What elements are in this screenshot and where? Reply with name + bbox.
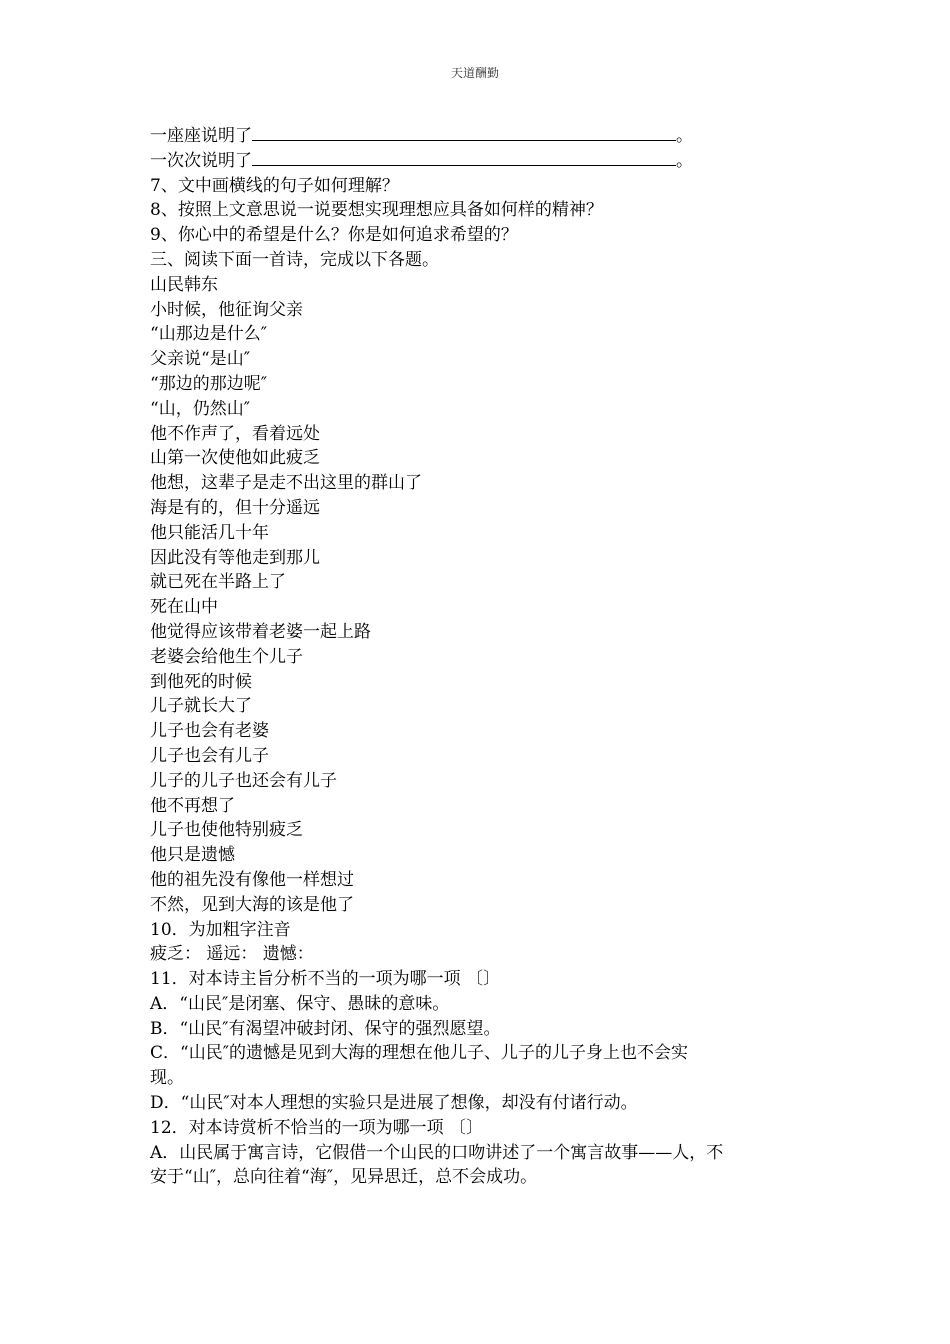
question-7: 7、文中画横线的句子如何理解？ bbox=[150, 175, 399, 196]
question-9: 9、你心中的希望是什么？你是如何追求希望的？ bbox=[150, 225, 518, 246]
poem-line: “山，仍然山″ bbox=[150, 398, 251, 419]
question-10-answers: 疲乏： 遥远： 遗憾： bbox=[150, 944, 314, 965]
question-11-option-c: C．“山民″的遗憾是见到大海的理想在他儿子、儿子的儿子身上也不会实 bbox=[150, 1043, 689, 1064]
poem-line: 儿子就长大了 bbox=[150, 696, 252, 717]
poem-line: 死在山中 bbox=[150, 597, 218, 618]
poem-line: 就已死在半路上了 bbox=[150, 572, 286, 593]
question-11-option-c-cont: 现。 bbox=[150, 1068, 184, 1089]
document-body bbox=[150, 124, 810, 1190]
poem-line: 他想，这辈子是走不出这里的群山了 bbox=[150, 473, 422, 494]
answer-blank[interactable] bbox=[252, 150, 676, 166]
question-11-option-b: B．“山民″有渴望冲破封闭、保守的强烈愿望。 bbox=[150, 1018, 501, 1039]
poem-line: 他的祖先没有像他一样想过 bbox=[150, 869, 354, 890]
poem-line: 儿子也会有儿子 bbox=[150, 745, 269, 766]
poem-line: 他不作声了，看着远处 bbox=[150, 423, 320, 444]
poem-line: 山第一次使他如此疲乏 bbox=[150, 448, 320, 469]
poem-line: 小时候，他征询父亲 bbox=[150, 299, 303, 320]
poem-line: 他只是遗憾 bbox=[150, 845, 235, 866]
fill-line-prefix: 一次次说明了 bbox=[150, 150, 252, 171]
question-12: 12．对本诗赏析不恰当的一项为哪一项 〔〕 bbox=[150, 1117, 484, 1138]
question-11-option-d: D．“山民″对本人理想的实验只是进展了想像，却没有付诸行动。 bbox=[150, 1093, 638, 1114]
fill-line-suffix: 。 bbox=[676, 150, 693, 171]
question-11: 11．对本诗主旨分析不当的一项为哪一项 〔〕 bbox=[150, 969, 501, 990]
poem-line: 老婆会给他生个儿子 bbox=[150, 646, 303, 667]
poem-line: 因此没有等他走到那儿 bbox=[150, 547, 320, 568]
fill-line-prefix: 一座座说明了 bbox=[150, 126, 252, 146]
poem-line: “那边的那边呢″ bbox=[150, 373, 268, 394]
question-8: 8、按照上文意思说一说要想实现理想应具备如何样的精神？ bbox=[150, 200, 603, 221]
poem-line: 父亲说“是山″ bbox=[150, 349, 251, 370]
question-10: 10．为加粗字注音 bbox=[150, 919, 291, 940]
poem-line: “山那边是什么″ bbox=[150, 324, 268, 345]
poem-line: 他只能活几十年 bbox=[150, 522, 269, 543]
poem-line: 不然，见到大海的该是他了 bbox=[150, 894, 354, 915]
section-3-heading: 三、阅读下面一首诗，完成以下各题。 bbox=[150, 249, 439, 270]
poem-line: 海是有的，但十分遥远 bbox=[150, 497, 320, 518]
poem-line: 儿子的儿子也还会有儿子 bbox=[150, 770, 337, 791]
poem-line: 他不再想了 bbox=[150, 795, 235, 816]
poem-line: 到他死的时候 bbox=[150, 671, 252, 692]
page-header: 天道酬勤 bbox=[450, 66, 499, 80]
fill-line-2 bbox=[150, 149, 810, 174]
fill-line-1 bbox=[150, 124, 810, 149]
question-12-option-a: A．山民属于寓言诗，它假借一个山民的口吻讲述了一个寓言故事——人，不 bbox=[150, 1142, 724, 1163]
answer-blank[interactable] bbox=[252, 125, 676, 141]
poem-title: 山民韩东 bbox=[150, 274, 218, 295]
fill-line-suffix: 。 bbox=[676, 126, 693, 146]
question-11-option-a: A．“山民″是闭塞、保守、愚昧的意味。 bbox=[150, 993, 450, 1014]
poem-line: 儿子也会有老婆 bbox=[150, 721, 269, 742]
poem-line: 儿子也使他特别疲乏 bbox=[150, 820, 303, 841]
poem-line: 他觉得应该带着老婆一起上路 bbox=[150, 621, 371, 642]
question-12-option-a-cont: 安于“山″，总向往着“海″，见异思迁，总不会成功。 bbox=[150, 1167, 538, 1188]
